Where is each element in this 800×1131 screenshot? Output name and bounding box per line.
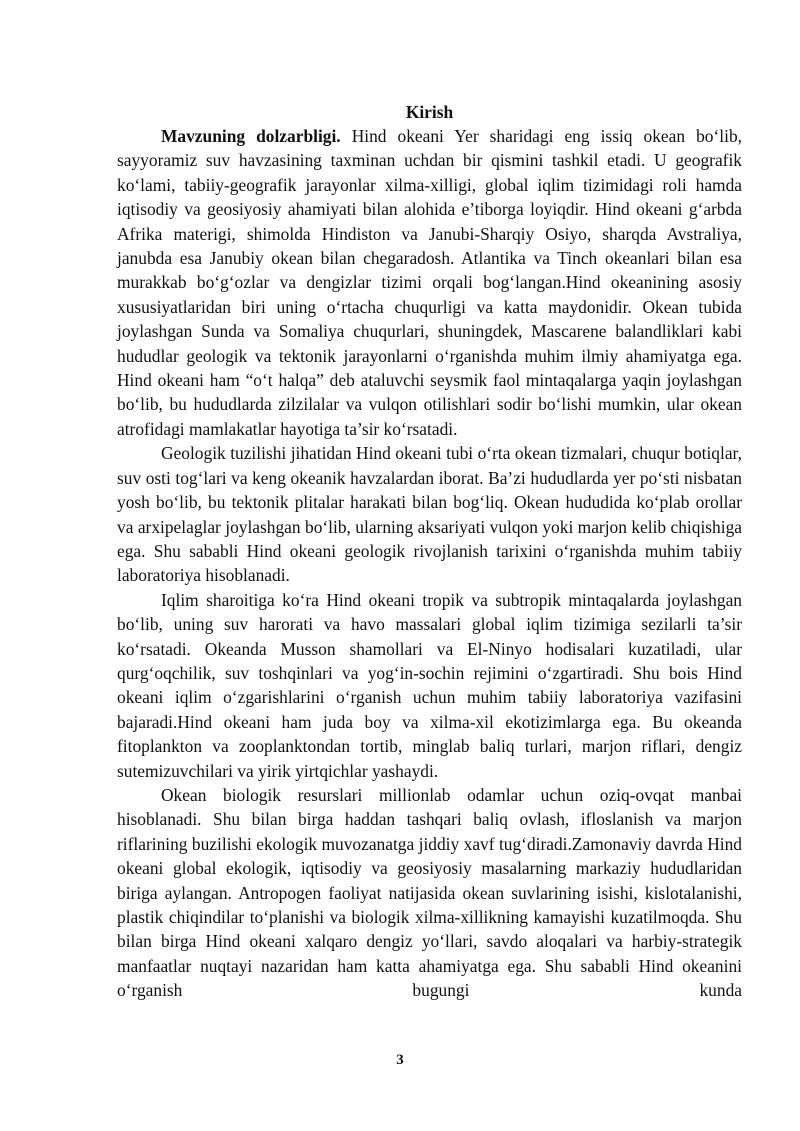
document-page — [117, 100, 742, 1003]
paragraph-resources: Okean biologik resurslari millionlab odamlar uchun oziq-ovqat manbai hisoblanadi. Shu bilan birga haddan tashqari baliq ovlash, ifloslanish va marjon riflarining buzilishi ekologik muvozanatga jiddiy xavf tug‘diradi.Zamonaviy davrda Hind okeani global ekologik, iqtisodiy va geosiyosiy masalarning markaziy hududlaridan biriga aylangan. Antropogen faoliyat natijasida okean suvlarining isishi, kislotalanishi, plastik chiqindilar to‘planishi va biologik xilma-xillikning kamayishi kuzatilmoqda. Shu bilan birga Hind okeani xalqaro dengiz yo‘llari, savdo aloqalari va harbiy-strategik manfaatlar nuqtayi nazaridan ham katta ahamiyatga ega. Shu sababli Hind okeanini o‘rganish bugungi kunda — [117, 784, 742, 1001]
page-number: 3 — [396, 1052, 404, 1068]
paragraph-lead: Mavzuning dolzarbligi. — [161, 126, 341, 146]
paragraph-text: Hind okeani Yer sharidagi eng issiq okean bo‘lib, sayyoramiz suv havzasining taxminan uchdan bir qismini tashkil etadi. U geografik ko‘lami, tabiiy-geografik jarayonlar xilma-xilligi, global iqlim tizimidagi roli hamda iqtisodiy va geosiyosiy ahamiyati bilan alohida e’tiborga loyiqdir. Hind okeani g‘arbda Afrika materigi, shimolda Hindiston va Janubi-Sharqiy Osiyo, sharqda Avstraliya, janubda esa Janubiy okean bilan chegaradosh. Atlantika va Tinch okeanlari bilan esa murakkab bo‘g‘ozlar va dengizlar tizimi orqali bog‘langan.Hind okeanining asosiy xususiyatlaridan biri uning o‘rtacha chuqurligi va katta maydonidir. Okean tubida joylashgan Sunda va Somaliya chuqurlari, shuningdek, Mascarene balandliklari kabi hududlar geologik va tektonik jarayonlarni o‘rganishda muhim ilmiy ahamiyatga ega. Hind okeani ham “o‘t halqa” deb ataluvchi seysmik faol mintaqalarga yaqin joylashgan bo‘lib, bu hududlarda zilzilalar va vulqon otilishlari sodir bo‘lishi mumkin, ular okean atrofidagi mamlakatlar hayotiga ta’sir ko‘rsatadi. — [117, 126, 742, 439]
paragraph-geology: Geologik tuzilishi jihatidan Hind okeani tubi o‘rta okean tizmalari, chuqur botiqlar, suv osti tog‘lari va keng okeanik havzalardan iborat. Ba’zi hududlarda yer po‘sti nisbatan yosh bo‘lib, bu tektonik plitalar harakati bilan bog‘liq. Okean hududida ko‘plab orollar va arxipelaglar joylashgan bo‘lib, ularning aksariyati vulqon yoki marjon kelib chiqishiga ega. Shu sababli Hind okeani geologik rivojlanish tarixini o‘rganishda muhim tabiiy laboratoriya hisoblanadi. — [117, 443, 742, 586]
paragraph-climate: Iqlim sharoitiga ko‘ra Hind okeani tropik va subtropik mintaqalarda joylashgan bo‘lib, uning suv harorati va havo massalari global iqlim tizimiga sezilarli ta’sir ko‘rsatadi. Okeanda Musson shamollari va El-Ninyo hodisalari kuzatiladi, ular qurg‘oqchilik, suv toshqinlari va yog‘in-sochin rejimini o‘zgartiradi. Shu bois Hind okeani iqlim o‘zgarishlarini o‘rganish uchun muhim tabiiy laboratoriya vazifasini bajaradi.Hind okeani ham juda boy va xilma-xil ekotizimlarga ega. Bu okeanda fitoplankton va zooplanktondan tortib, minglab baliq turlari, marjon riflari, dengiz sutemizuvchilari va yirik yirtqichlar yashaydi. — [117, 589, 742, 781]
document-title: Kirish — [405, 102, 454, 122]
paragraph-relevance — [117, 124, 742, 441]
